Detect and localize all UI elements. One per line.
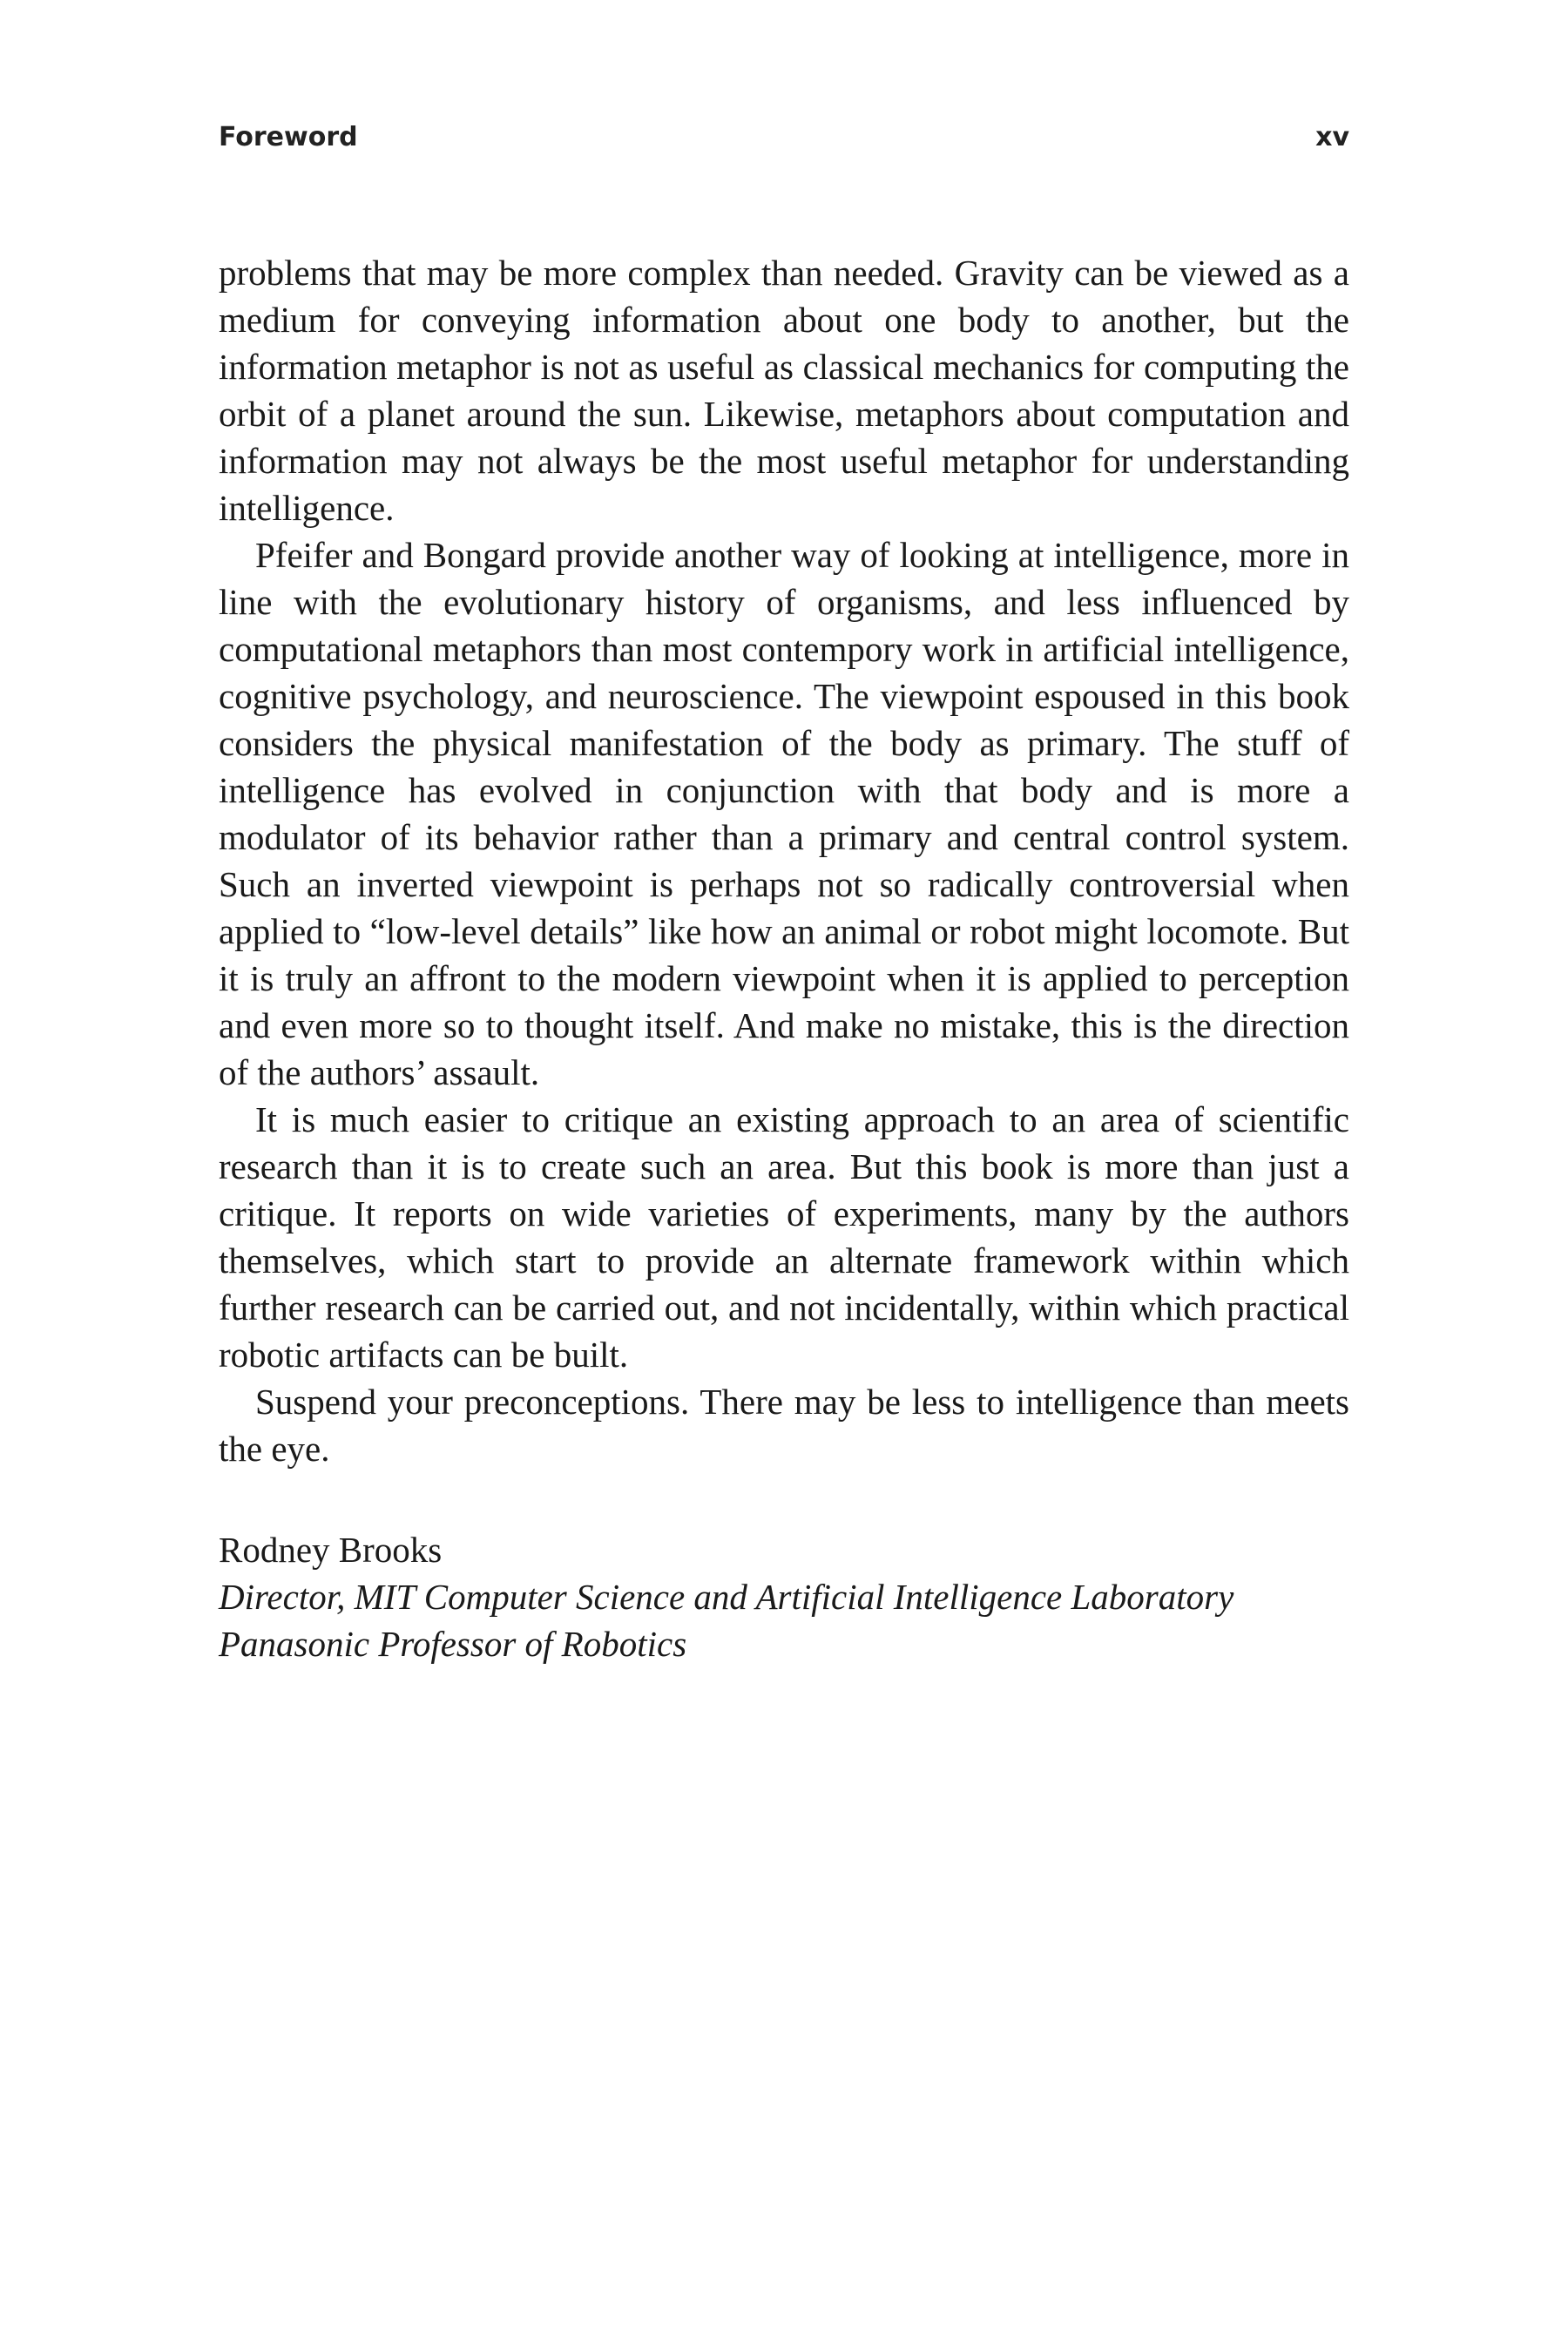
paragraph: It is much easier to critique an existing approach to an area of scientific research than it is to create such an area. But this book is more than just a critique. It reports on wide varieties of experiments, many by the authors themselves, which start to provide an alternate framework within which further research can be carried out, and not incidentally, within which practical robotic artifacts can be built. <box>219 1099 1349 1375</box>
author-title-line-1: Director, MIT Computer Science and Artificial Intelligence Laboratory <box>219 1577 1234 1617</box>
body-text <box>219 249 1349 1472</box>
paragraph-continued: problems that may be more complex than needed. Gravity can be viewed as a medium for conveying information about one body to another, but the information metaphor is not as useful as classical mechanics for computing the orbit of a planet around the sun. Likewise, metaphors about computation and information may not always be the most useful metaphor for understanding intelligence. <box>219 253 1349 528</box>
author-title-line-2: Panasonic Professor of Robotics <box>219 1624 687 1664</box>
author-name: Rodney Brooks <box>219 1530 443 1570</box>
paragraph: Suspend your preconceptions. There may be less to intelligence than meets the eye. <box>219 1382 1349 1469</box>
paragraph: Pfeifer and Bongard provide another way of looking at intelligence, more in line with the evolutionary history of organisms, and less influenced by computational metaphors than most contempory work in artificial intelligence, cognitive psychology, and neuroscience. The viewpoint espoused in this book considers the physical manifestation of the body as primary. The stuff of intelligence has evolved in conjunction with that body and is more a modulator of its behavior rather than a primary and central control system. Such an inverted viewpoint is perhaps not so radically controversial when applied to “low-level details” like how an animal or robot might locomote. But it is truly an affront to the modern viewpoint when it is applied to perception and even more so to thought itself. And make no mistake, this is the direction of the authors’ assault. <box>219 535 1349 1092</box>
page-number: xv <box>1315 122 1349 152</box>
running-head <box>219 122 1349 161</box>
section-title: Foreword <box>219 122 358 152</box>
signature-block <box>219 1526 1349 1667</box>
